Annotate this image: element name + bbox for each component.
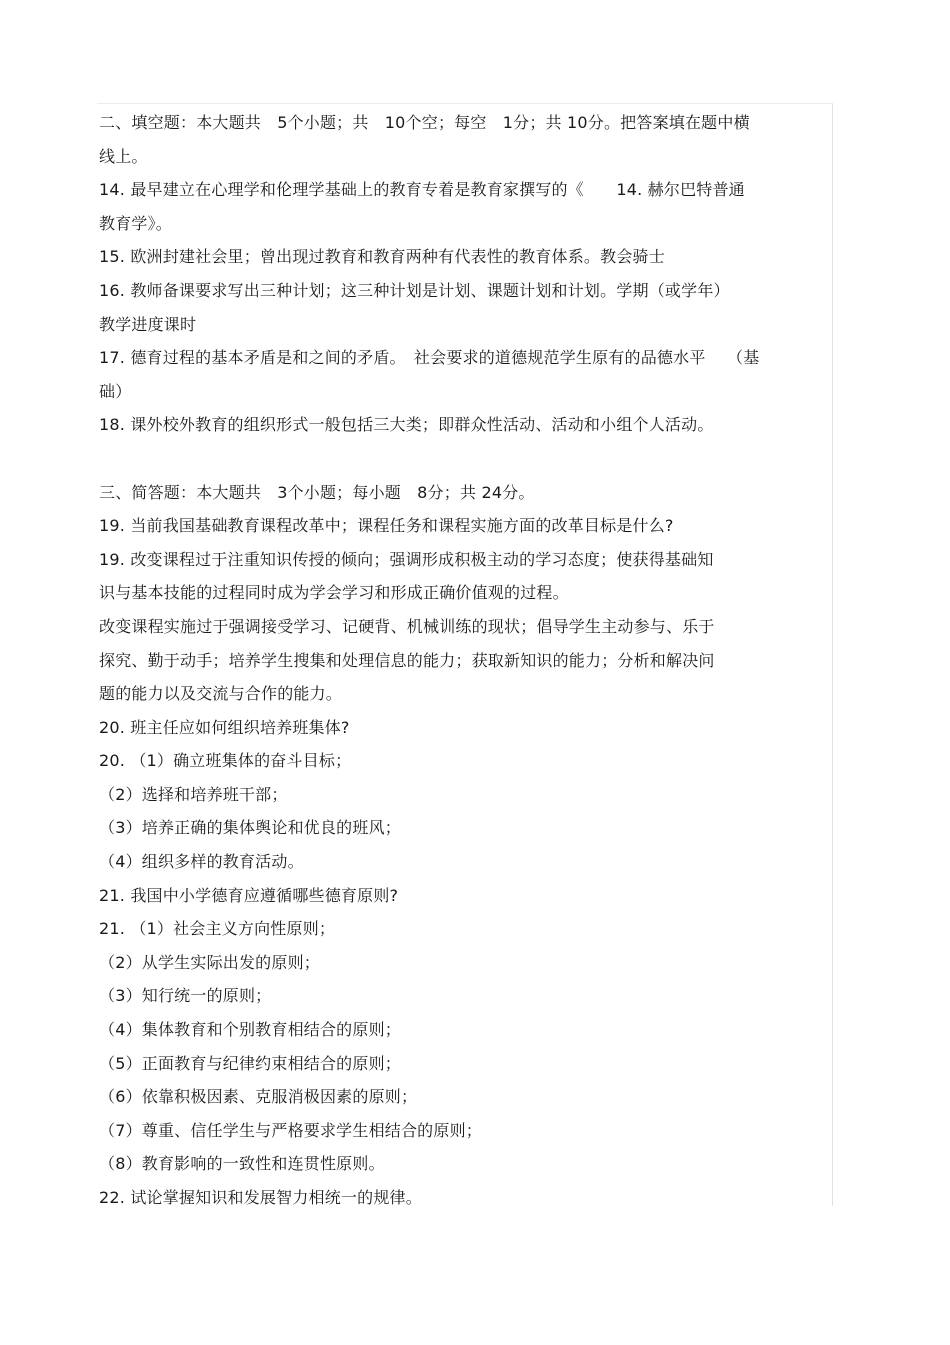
answer-21-item-2: （2）从学生实际出发的原则；: [99, 952, 320, 972]
answer-19-line-1: 19. 改变课程过于注重知识传授的倾向；强调形成积极主动的学习态度；使获得基础知: [99, 549, 714, 569]
answer-21-item-6: （6）依靠积极因素、克服消极因素的原则；: [99, 1087, 418, 1107]
section-two-heading-line-1: 二、填空题：本大题共 5个小题；共 10个空；每空 1分；共 10分。把答案填在题中横: [99, 113, 750, 132]
question-14-line-2: 教育学》。: [99, 213, 173, 233]
answer-21-item-1: 21. （1）社会主义方向性原则；: [99, 919, 336, 939]
answer-21-item-8: （8）教育影响的一致性和连贯性原则。: [99, 1154, 385, 1174]
question-14-line-1: 14. 最早建立在心理学和伦理学基础上的教育专着是教育家撰写的《 14. 赫尔巴特普通: [99, 180, 745, 200]
question-15: 15. 欧洲封建社会里；曾出现过教育和教育两种有代表性的教育体系。教会骑士: [99, 247, 665, 267]
answer-20-item-4: （4）组织多样的教育活动。: [99, 852, 304, 872]
document-body: [99, 106, 834, 1215]
section-two-heading-line-2: 线上。: [99, 146, 148, 166]
question-17-line-2: 础）: [99, 381, 132, 401]
answer-20-item-1: 20. （1）确立班集体的奋斗目标；: [99, 751, 352, 771]
question-20: 20. 班主任应如何组织培养班集体?: [99, 717, 350, 737]
question-19: 19. 当前我国基础教育课程改革中；课程任务和课程实施方面的改革目标是什么?: [99, 516, 674, 536]
answer-21-item-4: （4）集体教育和个别教育相结合的原则；: [99, 1020, 401, 1040]
answer-21-item-5: （5）正面教育与纪律约束相结合的原则；: [99, 1053, 401, 1073]
question-22: 22. 试论掌握知识和发展智力相统一的规律。: [99, 1188, 422, 1207]
answer-21-item-7: （7）尊重、信任学生与严格要求学生相结合的原则；: [99, 1120, 482, 1140]
blank-line: [99, 442, 834, 476]
question-18: 18. 课外校外教育的组织形式一般包括三大类；即群众性活动、活动和小组个人活动。: [99, 415, 714, 435]
answer-20-item-2: （2）选择和培养班干部；: [99, 784, 288, 804]
section-three-heading: 三、简答题：本大题共 3个小题；每小题 8分；共 24分。: [99, 482, 535, 502]
answer-20-item-3: （3）培养正确的集体舆论和优良的班风；: [99, 818, 401, 838]
answer-19-line-3: 改变课程实施过于强调接受学习、记硬背、机械训练的现状；倡导学生主动参与、乐于: [99, 616, 715, 636]
question-21: 21. 我国中小学德育应遵循哪些德育原则?: [99, 885, 399, 905]
answer-19-line-2: 识与基本技能的过程同时成为学会学习和形成正确价值观的过程。: [99, 583, 569, 603]
question-16-line-2: 教学进度课时: [99, 314, 197, 334]
question-17-line-1: 17. 德育过程的基本矛盾是和之间的矛盾。 社会要求的道德规范学生原有的品德水平 （基: [99, 348, 760, 368]
question-16-line-1: 16. 教师备课要求写出三种计划；这三种计划是计划、课题计划和计划。学期（或学年）: [99, 280, 730, 300]
answer-19-line-5: 题的能力以及交流与合作的能力。: [99, 684, 343, 704]
answer-19-line-4: 探究、勤于动手；培养学生搜集和处理信息的能力；获取新知识的能力；分析和解决问: [99, 650, 715, 670]
answer-21-item-3: （3）知行统一的原则；: [99, 986, 272, 1006]
